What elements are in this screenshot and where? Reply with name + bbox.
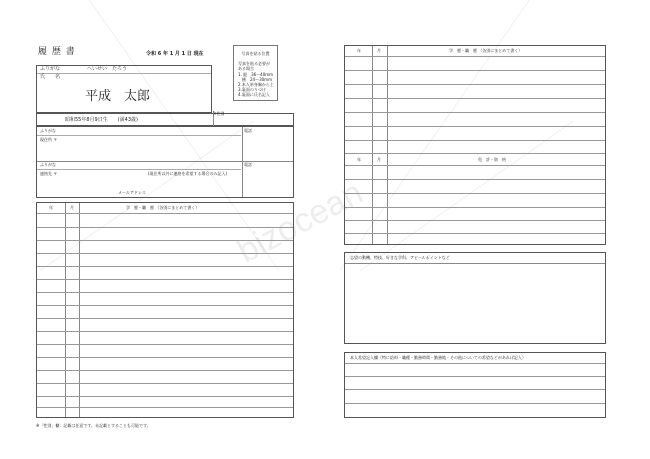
gender-label: ※性別 [213,111,225,116]
address-block [36,126,294,198]
col-title: 学 歴・職 歴 （各別にまとめて書く） [449,48,523,53]
contact-note: (現住所以外に連絡を希望する場合のみ記入) [148,171,228,176]
motivation-box[interactable] [344,252,606,344]
current-date: 令和 6 年 1 月 1 日 現在 [146,51,204,57]
furigana3-label: ふりがな [40,162,56,167]
photo-line: 横 24〜30mm [238,77,272,82]
col-month: 月 [70,205,74,210]
name-value[interactable]: 平成 太郎 [85,89,151,104]
photo-box [233,45,278,101]
photo-line: 3.裏面のりづけ [238,87,266,92]
license-col-year: 年 [357,157,361,162]
photo-line: 2.本人単身胸から上 [238,82,274,87]
col-title: 学 歴・職 歴 （各別にまとめて書く） [126,205,200,210]
photo-line: 4.裏面に氏名記入 [238,92,270,97]
furigana-label: ふりがな [40,66,61,72]
license-col-title: 免 許・資 格 [478,157,506,162]
col-year: 年 [357,48,361,53]
furigana-value[interactable]: へいせい たろう [87,66,128,72]
left-history-table [36,202,294,418]
email-label: メールアドレス [118,190,146,195]
photo-title: 写真を貼る位置 [241,51,270,56]
license-col-month: 月 [377,157,381,162]
col-year: 年 [49,205,53,210]
furigana2-label: ふりがな [40,128,56,133]
requests-box[interactable] [344,352,606,418]
watermark: bizocean [231,173,370,271]
phone2-label: 電話 [244,162,252,167]
col-month: 月 [377,48,381,53]
birth-row [36,113,294,126]
contact-label: 連絡先 〒 [40,171,58,176]
name-block [36,65,212,113]
phone-label: 電話 [244,128,252,133]
requests-title: 本人希望記入欄（特に給料・職種・勤務時間・勤務地・その他についての希望などがあれば記入） [350,355,526,360]
photo-line: 写真を貼る必要が [238,61,270,66]
footnote: ※「性別」欄：記載は任意です。未記載とすることも可能です。 [36,423,151,428]
right-history-table [344,45,606,245]
name-label: 氏 名 [40,74,61,80]
page-title: 履 歴 書 [38,47,76,57]
address-label: 現住所 〒 [40,137,58,142]
motivation-title: 志望の動機、特技、好きな学科、アピールポイントなど [350,255,450,260]
photo-line: ある場合 [238,66,254,71]
birth-date[interactable]: 昭和55年8月9日生 (満43歳) [65,117,138,123]
photo-line: 1. 縦 36〜40mm [238,72,274,77]
